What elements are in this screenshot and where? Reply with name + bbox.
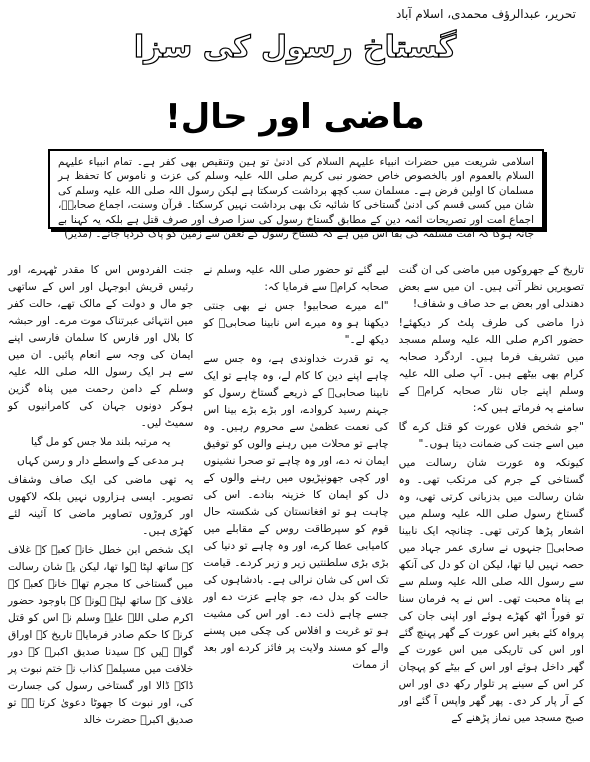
poetry-verse: ہر مدعی کے واسطے دار و رسن کہاں [17,455,185,467]
paragraph: یہ تو قدرت خداوندی ہے، وہ جس سے چاہے اپنے دین کا کام لے، وہ چاہے تو ایک نابینا صحابیؓ کے ذریعے گستاخ رسول کو جہنم رسید کروادے، اور بڑے بڑے بینا اس کی نعمت عظمیٰ سے محروم رہیں۔ وہ چاہے تو محلات میں رہنے والوں کو توفیق ایمان نہ دے، اور وہ چاہے تو صحرا نشینوں اور کچی جھونپڑیوں میں رہنے والوں کے دل کو ایمان کا خزینہ بنادے۔ اس کی چاہت ہو تو افغانستان کی شکستہ حال قوم کو سپرطاقت روس کے مقابلے میں کامیابی عطا کرے، اور وہ چاہے تو دنیا کی بڑی بڑی سلطنتیں زیر و زبر کردے۔ قیامت تک اس کی شان نرالی ہے۔ بادشاہوں کی حالت کو بدل دے، جو چاہے عزت دے اور جسے چاہے ذلت دے۔ اور اس کی مشیت ہو تو غربت و افلاس کی چکی میں پسنے والے کو مسند ولایت پر فائز کردے اور بعد از ممات [203,353,389,671]
paragraph: یہ تھی ماضی کی ایک صاف وشفاف تصویر۔ ایسی ہزاروں نہیں بلکہ لاکھوں اور کروڑوں تصاویر ماضی کا آئینہ لئے کھڑی ہیں۔ [8,474,194,537]
paragraph: "جو شخص فلاں عورت کو قتل کرے گا میں اسے جنت کی ضمانت دیتا ہوں۔" [398,421,584,450]
article-body [8,262,584,758]
paragraph: تاریخ کے جھروکوں میں ماضی کی ان گنت تصویریں نظر آتی ہیں۔ ان میں سے بعض دھندلی اور بعض بے حد صاف و شفاف! [398,264,584,310]
paragraph: ایک شخص ابن خطل خانہ کعبہ کے غلاف کے ساتھ لپٹا ہوا تھا، لیکن یہ شان رسالت میں گستاخی کا مجرم تھا۔ خانہ کعبہ کے غلاف کے ساتھ لپٹے ہونے کے باوجود حضور اکرم صلی اللہ علیہ وسلم نے اس کو قتل کرنے کا حکم صادر فرمایا۔ تاریخ کے اوراق گواہ ہیں کہ سیدنا صدیق اکبرؓ کے دور خلافت میں مسیلمہ کذاب نے ختم نبوت پر ڈاکہ ڈالا اور گستاخی رسول کی جسارت کی، اور نبوت کا جھوٹا دعویٰ کرتا ہے تو صدیق اکبرؓ حضرت خالد [8,544,194,726]
paragraph: لیے گئے تو حضور صلی اللہ علیہ وسلم نے صحابہ کرامؓ سے فرمایا کہ: [203,264,389,293]
column-right [399,262,584,758]
poetry-verse: یہ مرتبہ بلند ملا جس کو مل گیا [30,436,171,448]
article-title: گستاخ رسول کی سزا [133,30,457,65]
article-subtitle: ماضی اور حال! [165,97,425,137]
column-left [8,262,193,758]
paragraph: کیونکہ وہ عورت شان رسالت میں گستاخی کے جرم کی مرتکب تھی۔ وہ شان رسالت میں بدزبانی کرتی تھی، وہ گستاخ رسول صلی اللہ علیہ وسلم میں اشعار پڑھا کرتی تھی۔ چنانچہ ایک نابینا صحابیؓ جنہوں نے ساری عمر جہاد میں حصہ نہیں لیا تھا، لیکن ان کو دل کی آنکھ سے رسول اللہ صلی اللہ علیہ وسلم سے بے پناہ محبت تھی۔ اس نے یہ فرمان سنا تو فوراً اٹھ کھڑے ہوئے اور اپنی جان کی پرواہ کئے بغیر اس عورت کے گھر پہنچ گئے اور اس کی تاریکی میں اس عورت کے گھر داخل ہوئے اور اس کے بیٹے کو پہچان کر اس کے سینے پر تلوار رکھ دی اور اس کے آر پار کر دی۔ پھر گھر واپس آ گئے اور صبح مسجد میں نماز پڑھنے کے [398,457,584,724]
column-middle [203,262,388,758]
paragraph: جنت الفردوس اس کا مقدر ٹھہرے، اور رئیس قریش ابوجہل اور اس کے ساتھی جو مال و دولت کے مالک تھے، حالت کفر میں انتہائی عبرتناک موت مرے۔ اور حبشہ کا بلال اور فارس کا سلمان فارسی اپنے ایمان کی وجہ سے انعام پائیں۔ ان میں سے ہر ایک رسول اللہ صلی اللہ علیہ وسلم کے دامن رحمت میں پناہ گزین ہوکر دونوں جہان کی کامرانیوں کو سمیٹ لیں۔ [8,264,194,429]
editor-intro-box: اسلامی شریعت میں حضرات انبیاء علیہم السلام کی ادنیٰ تو ہین وتنقیص بھی کفر ہے۔ تمام انبیاء علیہم السلام بالعموم اور بالخصوص خاص حضور نبی کریم صلی اللہ علیہ وسلم کی عزت و ناموس کا تحفظ ہر مسلمان کا اولین فرض ہے۔ مسلمان سب کچھ برداشت کرسکتا ہے لیکن رسول اللہ صلی اللہ علیہ وسلم کی شان میں کسی قسم کی ادنیٰ گستاخی کا شائبہ تک بھی برداشت نہیں کرسکتا۔ قرآن وسنت، اجماع صحابہؓ، اجماع امت اور تصریحات ائمہ دین کے مطابق گستاخ رسول کی سزا صرف اور صرف قتل ہے بلکہ یہ کہنا بے جانہ ہوگا کہ امت مسلمہ کی بقا اس میں ہے کہ گستاخ رسول کے تعفن سے زمین کو پاک کردیا جائے۔ (مدیر) [48,149,544,229]
author-byline: تحریر، عبدالرؤف محمدی، اسلام آباد [395,7,576,21]
paragraph: "اے میرے صحابیو! جس نے بھی جنتی دیکھنا ہو وہ میرے اس نابینا صحابیؓ کو دیکھ لے۔" [203,300,389,346]
paragraph: ذرا ماضی کی طرف پلٹ کر دیکھئے! حضور اکرم صلی اللہ علیہ وسلم مسجد میں تشریف فرما ہیں۔ اردگرد صحابہ کرام بھی بیٹھے ہیں۔ آپ صلی اللہ علیہ وسلم اپنے جاں نثار صحابہ کرامؓ کے سامنے یہ فرماتے ہیں کہ: [398,317,584,414]
